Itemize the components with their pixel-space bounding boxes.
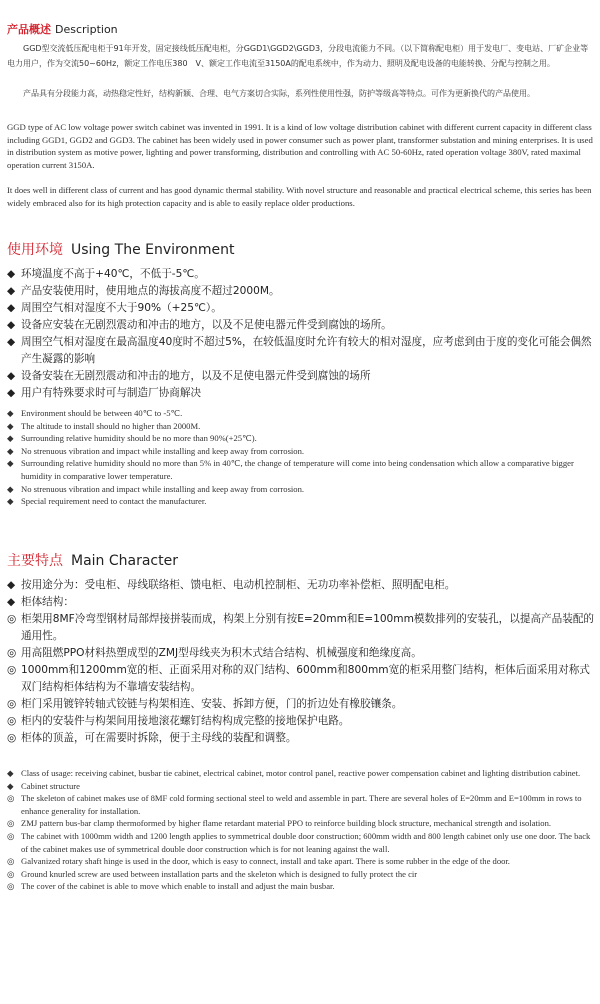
list-item: ◆ Cabinet structure <box>7 780 80 791</box>
list-item: ◆ 周围空气相对湿度不大于90%（+25℃）。 <box>7 300 595 317</box>
diamond-bullet-icon: ◆ <box>7 319 16 331</box>
diamond-bullet-icon: ◆ <box>7 458 14 469</box>
list-item: ◆ Class of usage: receiving cabinet, busbar tie cabinet, electrical cabinet, motor control panel, reactive power compensation cabinet and lighting distribution cabinet. <box>7 768 581 778</box>
environment-en-list <box>7 407 595 508</box>
description-cn-paragraph-2: 产品具有分段能力高，动热稳定性好，结构新颖、合理、电气方案切合实际，系列性使用性强，防护等级高等特点。可作为更新换代的产品使用。 <box>23 89 535 98</box>
list-item: ◆ 产品安装使用时，使用地点的海拔高度不超过2000M。 <box>7 283 595 300</box>
list-item: ◆ Surrounding relative humidity should be no more than 90%(+25℃). <box>7 433 257 444</box>
list-item: ◆ Environment should be between 40℃ to -5℃. <box>7 408 183 418</box>
list-item: ◆ 环境温度不高于+40℃，不低于-5℃。 <box>7 266 595 283</box>
diamond-bullet-icon: ◆ <box>7 285 16 297</box>
list-item: ◎ 柜门采用镀锌转轴式铰链与构架相连、安装、拆卸方便，门的折边处有橡胶镶条。 <box>7 696 595 713</box>
list-item: ◆ 设备安装在无剧烈震动和冲击的地方，以及不足使电器元件受到腐蚀的场所 <box>7 368 595 385</box>
diamond-bullet-icon: ◆ <box>7 370 16 382</box>
list-item: ◎ The cover of the cabinet is able to move which enable to install and adjust the main busbar. <box>7 881 335 892</box>
list-item: ◎ Ground knurled screw are used between installation parts and the skeleton which is designed to fully protect the cir <box>7 868 418 879</box>
double-circle-bullet-icon: ◎ <box>7 793 15 804</box>
list-item: ◆ 柜体结构： <box>7 594 595 611</box>
double-circle-bullet-icon: ◎ <box>7 715 17 727</box>
list-item: ◎ Galvanized rotary shaft hinge is used in the door, which is easy to connect, install and take apart. There is some rubber in the edge of the door. <box>7 856 510 867</box>
double-circle-bullet-icon: ◎ <box>7 732 17 744</box>
list-item: ◆ No strenuous vibration and impact while installing and keep away from corrosion. <box>7 483 305 494</box>
character-title-cn: 主要特点 <box>7 553 63 569</box>
list-item: ◆ 按用途分为：受电柜、母线联络柜、馈电柜、电动机控制柜、无功功率补偿柜、照明配电柜。 <box>7 577 595 594</box>
description-en-paragraph-1: GGD type of AC low voltage power switch cabinet was invented in 1991. It is a kind of low voltage distribution cabinet with different current capacity in different class including GGD1, GGD2 and GGD3. The cabinet has been widely used in power consumer such as power plant, transformer substation and mining enterprises. It is used in distribution system as motive power, lighting and power transforming, distribution and controlling with AC 50-60Hz, rated operation voltage 380V, rated maximal operation current 3150A. <box>7 122 593 170</box>
list-item: ◎ 柜架用8MF冷弯型钢材局部焊接拼装而成，构架上分别有按E=20mm和E=100mm模数排列的安装孔，以提高产品装配的通用性。 <box>7 613 595 642</box>
list-item: ◆ The altitude to install should no higher than 2000M. <box>7 420 201 431</box>
diamond-bullet-icon: ◆ <box>7 268 16 280</box>
diamond-bullet-icon: ◆ <box>7 408 14 418</box>
diamond-bullet-icon: ◆ <box>7 483 14 494</box>
character-en-list <box>7 767 595 893</box>
list-item: ◎ The skeleton of cabinet makes use of 8MF cold forming sectional steel to weld and assemble in part. There are several holes of E=20mm and E=100mm in rows to enhance generality for installation. <box>7 793 582 816</box>
diamond-bullet-icon: ◆ <box>7 336 16 348</box>
diamond-bullet-icon: ◆ <box>7 579 16 591</box>
environment-cn-list <box>7 266 595 402</box>
environment-title-cn: 使用环境 <box>7 242 63 258</box>
description-title-en: Description <box>55 23 118 36</box>
diamond-bullet-icon: ◆ <box>7 768 14 778</box>
environment-heading <box>7 241 595 259</box>
double-circle-bullet-icon: ◎ <box>7 698 17 710</box>
diamond-bullet-icon: ◆ <box>7 302 16 314</box>
character-title-en: Main Character <box>71 553 178 569</box>
diamond-bullet-icon: ◆ <box>7 387 16 399</box>
double-circle-bullet-icon: ◎ <box>7 868 15 879</box>
list-item: ◆ Special requirement need to contact the manufacturer. <box>7 496 207 507</box>
character-cn-list <box>7 577 595 747</box>
description-heading <box>7 23 595 37</box>
list-item: ◆ Surrounding relative humidity should no more than 5% in 40℃, the change of temperature will come into being condensation which allow a comparative bigger humidity in comparative lower temperature. <box>7 458 574 481</box>
description-cn-paragraph-1: GGD型交流低压配电柜于91年开发，固定接线低压配电柜，分GGD1\GGD2\GGD3，分段电流能力不同。（以下简称配电柜）用于发电厂、变电站、厂矿企业等电力用户，作为交流50~60Hz，额定工作电压380 V、额定工作电流至3150A的配电系统中，作为动力、照明及配电设备的电能转换、分配与控制之用。 <box>7 44 589 68</box>
double-circle-bullet-icon: ◎ <box>7 613 17 625</box>
diamond-bullet-icon: ◆ <box>7 445 14 456</box>
double-circle-bullet-icon: ◎ <box>7 830 15 841</box>
diamond-bullet-icon: ◆ <box>7 596 16 608</box>
double-circle-bullet-icon: ◎ <box>7 818 15 829</box>
list-item: ◎ 柜内的安装件与构架间用接地滚花螺钉结构构成完整的接地保护电路。 <box>7 713 595 730</box>
diamond-bullet-icon: ◆ <box>7 780 14 791</box>
list-item: ◎ 柜体的顶盖，可在需要时拆除，便于主母线的装配和调整。 <box>7 730 595 747</box>
list-item: ◆ No strenuous vibration and impact while installing and keep away from corrosion. <box>7 445 305 456</box>
list-item: ◆ 周围空气相对湿度在最高温度40度时不超过5%，在较低温度时允许有较大的相对湿度，应考虑到由于度的变化可能会偶然产生凝露的影响 <box>7 336 592 365</box>
environment-title-en: Using The Environment <box>71 242 235 258</box>
list-item: ◎ ZMJ pattern bus-bar clamp thermoformed by higher flame retardant material PPO to reinforce building block structure, mechanical strength and isolation. <box>7 818 552 829</box>
diamond-bullet-icon: ◆ <box>7 433 14 444</box>
list-item: ◆ 用户有特殊要求时可与制造厂协商解决 <box>7 385 595 402</box>
description-en-paragraph-2: It does well in different class of current and has good dynamic thermal stability. With novel structure and reasonable and practical electrical scheme, this series has been widely embraced also for its high protection capacity and is able to easily replace older productions. <box>7 185 592 208</box>
double-circle-bullet-icon: ◎ <box>7 881 15 892</box>
character-heading <box>7 552 595 570</box>
list-item: ◎ The cabinet with 1000mm width and 1200 length applies to symmetrical double door construction; 600mm width and 800 length cabinet only use one door. The back of the cabinet makes use of symmetrical double door construction which is for not leaning against the wall. <box>7 830 591 854</box>
diamond-bullet-icon: ◆ <box>7 420 14 431</box>
list-item: ◎ 用高阻燃PPO材料热塑成型的ZMJ型母线夹为积木式结合结构、机械强度和绝缘度高。 <box>7 645 595 662</box>
double-circle-bullet-icon: ◎ <box>7 856 15 867</box>
description-title-cn: 产品概述 <box>7 23 51 36</box>
list-item: ◎ 1000mm和1200mm宽的柜、正面采用对称的双门结构、600mm和800mm宽的柜采用整门结构，柜体后面采用对称式双门结构柜体结构为不靠墙安装结构。 <box>7 664 590 693</box>
list-item: ◆ 设备应安装在无剧烈震动和冲击的地方，以及不足使电器元件受到腐蚀的场所。 <box>7 317 595 334</box>
diamond-bullet-icon: ◆ <box>7 496 14 507</box>
double-circle-bullet-icon: ◎ <box>7 664 17 676</box>
double-circle-bullet-icon: ◎ <box>7 647 17 659</box>
